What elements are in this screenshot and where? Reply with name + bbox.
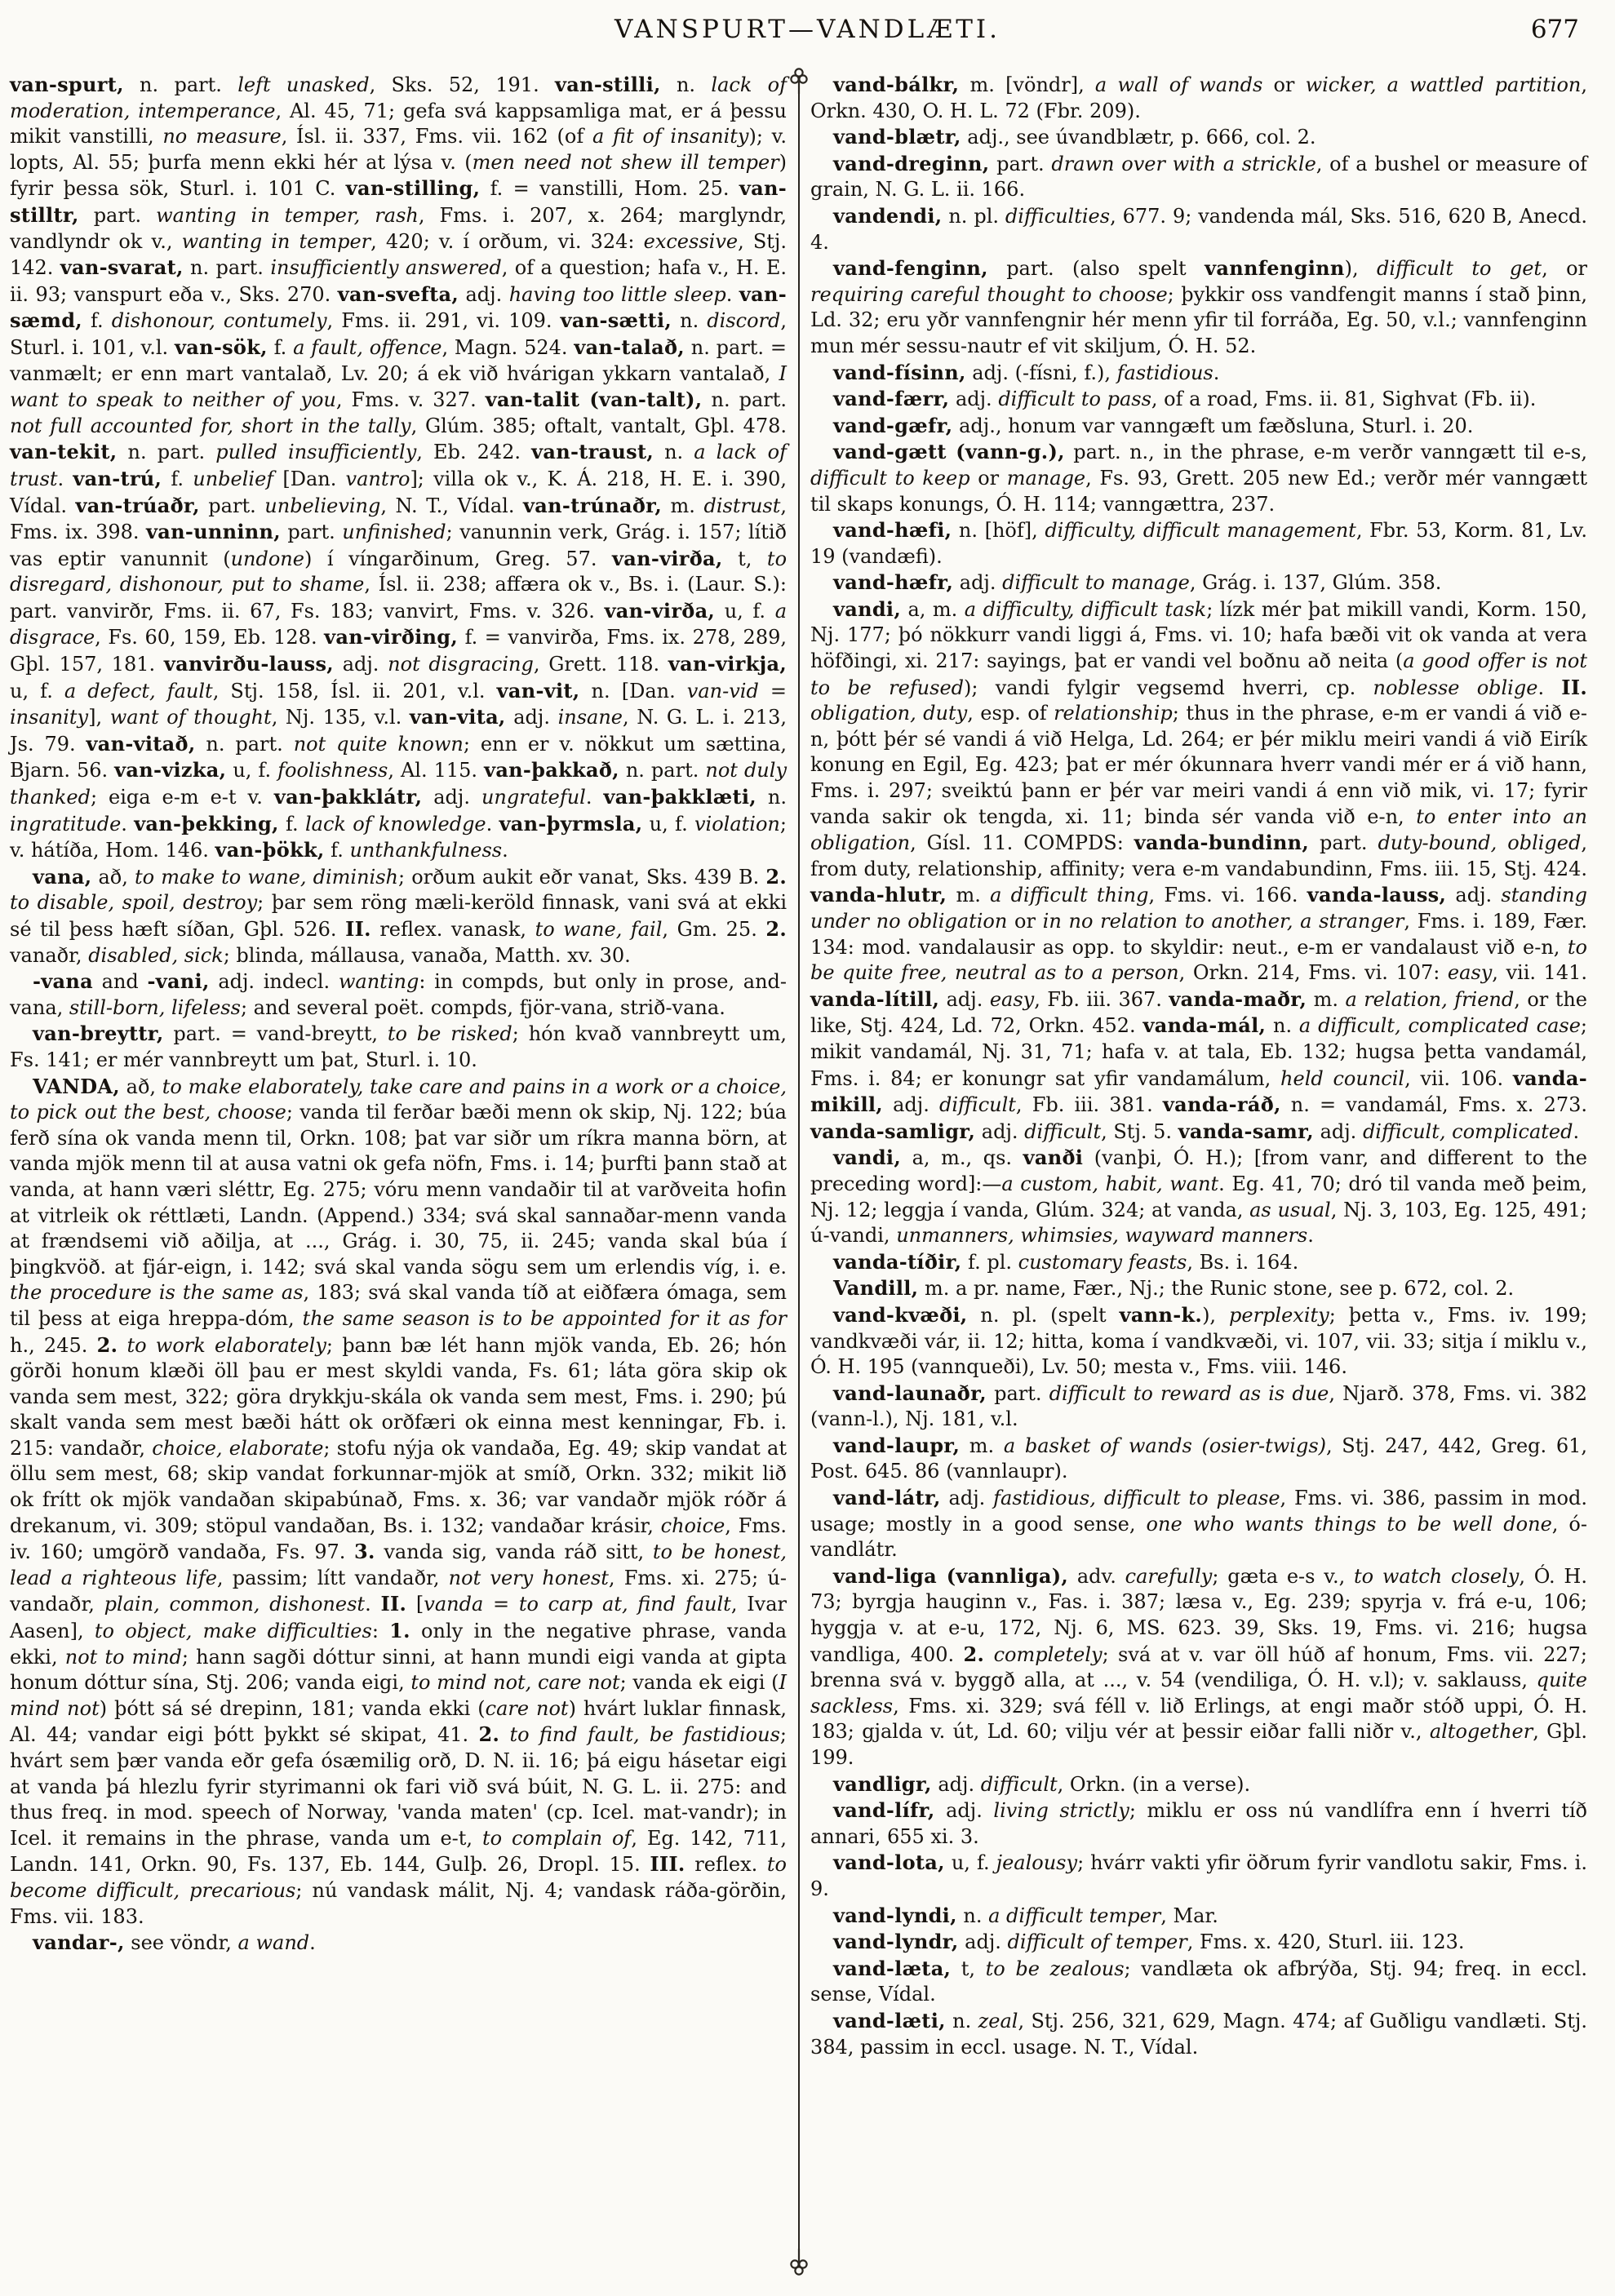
dictionary-entry-paragraph: vand-fenginn, part. (also spelt vannfenginn), difficult to get, or requiring careful thought to choose; þykkir oss vandfengit manns í stað þinn, Ld. 32; eru yðr vannfengnir hér menn yfir til forráða, Eg. 50, v.l.; vannfenginn mun mér sessu-nautr ef vit skiljum, Ó. H. 52. [810,256,1588,357]
right-column [810,72,1587,2060]
dictionary-entry-paragraph: -vana and -vani, adj. indecl. wanting: in compds, but only in prose, and-vana, still-born, lifeless; and several poët. compds, fjör-vana, strið-vana. [10,969,787,1019]
dictionary-entry-paragraph: vand-gætt (vann-g.), part. n., in the phrase, e-m verðr vanngætt til e-s, difficult to keep or manage, Fs. 93, Grett. 205 new Ed.; verðr mér vanngætt til skaps konungs, Ó. H. 114; vanngættra, 237. [810,440,1588,516]
dictionary-entry-paragraph: van-breyttr, part. = vand-breytt, to be risked; hón kvað vannbreytt um, Fs. 141; er mér vannbreytt um þat, Sturl. i. 10. [10,1022,787,1071]
column-rule [798,93,800,2250]
dictionary-entry-paragraph: vana, að, to make to wane, diminish; orðum aukit eðr vanat, Sks. 439 B. 2. to disable, spoil, destroy; þar sem röng mæli-keröld finnask, vani svá at ekki sé til þess hæft síðan, Gþl. 526. II. reflex. vanask, to wane, fail, Gm. 25. 2. vanaðr, disabled, sick; blinda, mállausa, vanaða, Matth. xv. 30. [10,864,788,967]
dictionary-entry-paragraph: vanda-tíðir, f. pl. customary feasts, Bs. i. 164. [833,1249,1299,1274]
dictionary-entry-paragraph: vand-bálkr, m. [vöndr], a wall of wands or wicker, a wattled partition, Orkn. 430, O. H. L. 72 (Fbr. 209). [810,73,1588,122]
dictionary-entry-paragraph: vandligr, adj. difficult, Orkn. (in a verse). [833,1771,1251,1796]
dictionary-entry-paragraph: vand-hæfi, n. [höf], difficulty, difficult management, Fbr. 53, Korm. 81, Lv. 19 (vandæfi). [810,518,1588,568]
page-header [0,0,1615,65]
dictionary-entry-paragraph: vand-lyndr, adj. difficult of temper, Fms. x. 420, Sturl. iii. 123. [833,1930,1465,1954]
dictionary-entry-paragraph: vand-laupr, m. a basket of wands (osier-twigs), Stj. 247, 442, Greg. 61, Post. 645. 86 (vannlaupr). [810,1433,1587,1483]
dictionary-entry-paragraph: vandendi, n. pl. difficulties, 677. 9; vandenda mál, Sks. 516, 620 B, Anecd. 4. [810,203,1588,254]
trefoil-ornament-bottom-icon [790,2249,808,2276]
trefoil-ornament-top-icon [790,67,808,95]
dictionary-entry-paragraph: vandi, a, m., qs. vanði (vanþi, Ó. H.); [from vanr, and different to the preceding word]:—a custom, habit, want. Eg. 41, 70; dró til vanda með þeim, Nj. 12; leggja í vanda, Glúm. 324; at vanda, as usual, Nj. 3, 103, Eg. 125, 491; ú-vandi, unmanners, whimsies, wayward manners. [810,1146,1588,1248]
running-title: VANSPURT—VANDLÆTI. [614,15,1001,44]
dictionary-entry-paragraph: vand-látr, adj. fastidious, difficult to please, Fms. vi. 386, passim in mod. usage; mostly in a good sense, one who wants things to be well done, ó-vandlátr. [810,1486,1587,1562]
page-body [0,65,1615,2288]
dictionary-entry-paragraph: vand-læta, t, to be zealous; vandlæta ok afbrýða, Stj. 94; freq. in eccl. sense, Vídal. [810,1956,1588,2006]
dictionary-entry-paragraph: vand-kvæði, n. pl. (spelt vann-k.), perplexity; þetta v., Fms. iv. 199; vandkvæði vár, ii. 12; hitta, koma í vandkvæði, vi. 107, vii. 33; sitja í miklu v., Ó. H. 195 (vannqueði), Lv. 50; mesta v., Fms. viii. 146. [810,1302,1587,1379]
left-column [10,72,787,1957]
dictionary-entry-paragraph: vand-læti, n. zeal, Stj. 256, 321, 629, Magn. 474; af Guðligu vandlæti. Stj. 384, passim in eccl. usage. N. T., Vídal. [810,2008,1587,2059]
dictionary-entry-paragraph: vand-gæfr, adj., honum var vanngæft um fæðsluna, Sturl. i. 20. [833,413,1474,437]
dictionary-entry-paragraph: vand-færr, adj. difficult to pass, of a road, Fms. ii. 81, Sighvat (Fb. ii). [833,387,1537,411]
dictionary-entry-paragraph: vandi, a, m. a difficulty, difficult task; lízk mér þat mikill vandi, Korm. 150, Nj. 177; þó nökkurr vandi liggi á, Fms. vi. 10; hafa bæði vit ok vanda at vera höfðingi, xi. 217: sayings, þat er vandi vel boðnu að neita (a good offer is not to be refused); vandi fylgir vegsemd hverri, cp. noblesse oblige. II. obligation, duty, esp. of relationship; thus in the phrase, e-m er vandi á við e-n, þótt þér sé vandi á við Helga, Ld. 264; er þér miklu meiri vandi á við Eirík konung en Egil, Eg. 423; þat er mér ókunnara hverr vandi mér er á við hann, Fms. i. 297; sveiktú þann er þér var meiri vandi á enn við mik, vi. 17; fyrir vanda sakir ok tengda, xi. 11; binda sér vanda við e-n, to enter into an obligation, Gísl. 11. COMPDS: vanda-bundinn, part. duty-bound, obliged, from duty, relationship, affinity; vera e-m vandabundinn, Fms. iii. 15, Stj. 424. vanda-hlutr, m. a difficult thing, Fms. vi. 166. vanda-lauss, adj. standing under no obligation or in no relation to another, a stranger, Fms. i. 189, Fær. 134: mod. vandalausir as opp. to skyldir: neut., e-m er vandalaust við e-n, to be quite free, neutral as to a person, Orkn. 214, Fms. vi. 107: easy, vii. 141. vanda-lítill, adj. easy, Fb. iii. 367. vanda-maðr, m. a relation, friend, or the like, Stj. 424, Ld. 72, Orkn. 452. vanda-mál, n. a difficult, complicated case; mikit vandamál, Nj. 31, 71; hafa v. at tala, Eb. 132; hugsa þetta vandamál, Fms. i. 84; er konungr sat yfir vandamálum, held council, vii. 106. vanda-mikill, adj. difficult, Fb. iii. 381. vanda-ráð, n. = vandamál, Fms. x. 273. vanda-samligr, adj. difficult, Stj. 5. vanda-samr, adj. difficult, complicated. [810,596,1588,1143]
dictionary-entry-paragraph: Vandill, m. a pr. name, Fær., Nj.; the Runic stone, see p. 672, col. 2. [833,1276,1515,1301]
dictionary-entry-paragraph: vand-lota, u, f. jealousy; hvárr vakti yfir öðrum fyrir vandlotu sakir, Fms. i. 9. [810,1851,1587,1900]
dictionary-entry-paragraph: van-spurt, n. part. left unasked, Sks. 52, 191. van-stilli, n. lack of moderation, intemperance, Al. 45, 71; gefa svá kappsamliga mat, er á þessu mikit vanstilli, no measure, Ísl. ii. 337, Fms. vii. 162 (of a fit of insanity); v. lopts, Al. 55; þurfa menn ekki hér at lýsa v. (men need not shew ill temper) fyrir þessa sök, Sturl. i. 101 C. van-stilling, f. = vanstilli, Hom. 25. van-stilltr, part. wanting in temper, rash, Fms. i. 207, x. 264; marglyndr, vandlyndr ok v., wanting in temper, 420; v. í orðum, vi. 324: excessive, Stj. 142. van-svarat, n. part. insufficiently answered, of a question; hafa v., H. E. ii. 93; vanspurt eða v., Sks. 270. van-svefta, adj. having too little sleep. van-sæmd, f. dishonour, contumely, Fms. ii. 291, vi. 109. van-sætti, n. discord, Sturl. i. 101, v.l. van-sök, f. a fault, offence, Magn. 524. van-talað, n. part. = vanmælt; er enn mart vantalað, Lv. 20; á ek við hvárigan ykkarn vantalað, I want to speak to neither of you, Fms. v. 327. van-talit (van-talt), n. part. not full accounted for, short in the tally, Glúm. 385; oftalt, vantalt, Gþl. 478. van-tekit, n. part. pulled insufficiently, Eb. 242. van-traust, n. a lack of trust. van-trú, f. unbelief [Dan. vantro]; villa ok v., K. Á. 218, H. E. i. 390, Vídal. van-trúaðr, part. unbelieving, N. T., Vídal. van-trúnaðr, m. distrust, Fms. ix. 398. van-unninn, part. unfinished; vanunnin verk, Grág. i. 157; lítið vas eptir vanunnit (undone) í víngarðinum, Greg. 57. van-virða, t, to disregard, dishonour, put to shame, Ísl. ii. 238; affæra ok v., Bs. i. (Laur. S.): part. vanvirðr, Fms. ii. 67, Fs. 183; vanvirt, Fms. v. 326. van-virða, u, f. a disgrace, Fs. 60, 159, Eb. 128. van-virðing, f. = vanvirða, Fms. ix. 278, 289, Gþl. 157, 181. vanvirðu-lauss, adj. not disgracing, Grett. 118. van-virkja, u, f. a defect, fault, Stj. 158, Ísl. ii. 201, v.l. van-vit, n. [Dan. van-vid = insanity], want of thought, Nj. 135, v.l. van-vita, adj. insane, N. G. L. i. 213, Js. 79. van-vitað, n. part. not quite known; enn er v. nökkut um sættina, Bjarn. 56. van-vizka, u, f. foolishness, Al. 115. van-þakkað, n. part. not duly thanked; eiga e-m e-t v. van-þakklátr, adj. ungrateful. van-þakklæti, n. ingratitude. van-þekking, f. lack of knowledge. van-þyrmsla, u, f. violation; v. hátíða, Hom. 146. van-þökk, f. unthankfulness. [10,73,788,862]
dictionary-entry-paragraph: vand-dreginn, part. drawn over with a strickle, of a bushel or measure of grain, N. G. L. ii. 166. [810,151,1587,202]
dictionary-entry-paragraph: vand-lífr, adj. living strictly; miklu er oss nú vandlífra enn í hverri tíð annari, 655 xi. 3. [810,1798,1588,1848]
dictionary-entry-paragraph: vand-físinn, adj. (-físni, f.), fastidious. [833,360,1220,384]
dictionary-entry-paragraph: VANDA, að, to make elaborately, take care and pains in a work or a choice, to pick out the best, choose; vanda til ferðar bæði menn ok skip, Nj. 122; búa ferð sína ok vanda menn til, Orkn. 108; þat var siðr um ríkra manna börn, at vanda mjök menn til at ausa vatni ok gefa nöfn, Fms. i. 14; þurfti þann stað at vanda, at hann væri sléttr, Eg. 275; vóru menn vandaðir til at varðveita hofin at vitrleik ok réttlæti, Landn. (Append.) 334; svá skal sannaðar-menn vanda at frændsemi við aðilja, at ..., Grág. i. 30, 75, ii. 245; vanda skal búa í þingkvöð. at fjár-eign, i. 142; svá skal vanda sögu sem um erlendis víg, i. e. the procedure is the same as, 183; svá skal vanda tíð at eiðfæra ómaga, sem til þess at eiga hreppa-dóm, the same season is to be appointed for it as for h., 245. 2. to work elaborately; þann bæ lét hann mjök vanda, Eb. 26; hón görði honum klæði öll þau er mest skyldi vanda, Fs. 61; láta göra skip ok vanda sem mest, 322; göra drykkju-skála ok vanda sem mest, Fms. i. 290; þú skalt vanda sem mest bæði hátt ok orðfæri ok einna mest kenningar, Fb. i. 215: vandaðr, choice, elaborate; stofu nýja ok vandaða, Eg. 49; skip vandat at öllu sem mest, 68; skip vandat forkunnar-mjök at smíð, Orkn. 332; mikit lið ok frítt ok mjök vandaðan skipabúnað, Fms. x. 36; var vandaðr mjök róðr á drekanum, vi. 309; stöpul vandaðan, Bs. i. 132; vandaðar krásir, choice, Fms. iv. 160; umgörð vandaða, Fs. 97. 3. vanda sig, vanda ráð sitt, to be honest, lead a righteous life, passim; lítt vandaðr, not very honest, Fms. xi. 275; ú-vandaðr, plain, common, dishonest. II. [vanda = to carp at, find fault, Ivar Aasen], to object, make difficulties: 1. only in the negative phrase, vanda ekki, not to mind; hann sagði dóttur sinni, at hann mundi eigi vanda at gipta honum dóttur sína, Stj. 206; vanda eigi, to mind not, care not; vanda ek eigi (I mind not) þótt sá sé drepinn, 181; vanda ekki (care not) hvárt luklar finnask, Al. 44; vandar eigi þótt þykkt sé skipat, 41. 2. to find fault, be fastidious; hvárt sem þær vanda eðr gefa ósæmilig orð, D. N. ii. 16; þá eigu hásetar eigi at vanda þá hlezlu fyrir styrimanni ok fari við svá búit, N. G. L. ii. 275: and thus freq. in mod. speech of Norway, 'vanda maten' (cp. Icel. mat-vandr); in Icel. it remains in the phrase, vanda um e-t, to complain of, Eg. 142, 711, Landn. 141, Orkn. 90, Fs. 137, Eb. 144, Gulþ. 26, Dropl. 15. III. reflex. to become difficult, precarious; nú vandask málit, Nj. 4; vandask ráða-görðin, Fms. vii. 183. [10,1074,788,1928]
page-number: 677 [1530,15,1579,44]
dictionary-entry-paragraph: vandar-, see vöndr, a wand. [33,1930,316,1955]
dictionary-entry-paragraph: vand-lyndi, n. a difficult temper, Mar. [833,1903,1218,1927]
dictionary-entry-paragraph: vand-blætr, adj., see úvandblætr, p. 666, col. 2. [833,125,1316,149]
dictionary-entry-paragraph: vand-launaðr, part. difficult to reward as is due, Njarð. 378, Fms. vi. 382 (vann-l.), Nj. 181, v.l. [810,1381,1587,1431]
column-divider [787,72,810,2288]
dictionary-entry-paragraph: vand-liga (vannliga), adv. carefully; gæta e-s v., to watch closely, Ó. H. 73; byrgja hauginn v., Fas. i. 387; læsa v., Eg. 239; spyrja v. frá e-u, 106; hyggja v. at e-u, 172, Nj. 6, MS. 623. 39, Sks. 19, Fms. vi. 216; hugsa vandliga, 400. 2. completely; svá at v. var öll húð af honum, Fms. vii. 227; brenna svá v. byggð alla, at ..., v. 54 (vendiliga, Ó. H. v.l); v. saklauss, quite sackless, Fms. xi. 329; svá féll v. lið Erlings, at engi maðr stóð uppi, Ó. H. 183; gjalda v. út, Ld. 60; vilju vér at þessir eiðar falli niðr v., altogether, Gþl. 199. [810,1563,1587,1769]
dictionary-entry-paragraph: vand-hæfr, adj. difficult to manage, Grág. i. 137, Glúm. 358. [833,570,1442,595]
